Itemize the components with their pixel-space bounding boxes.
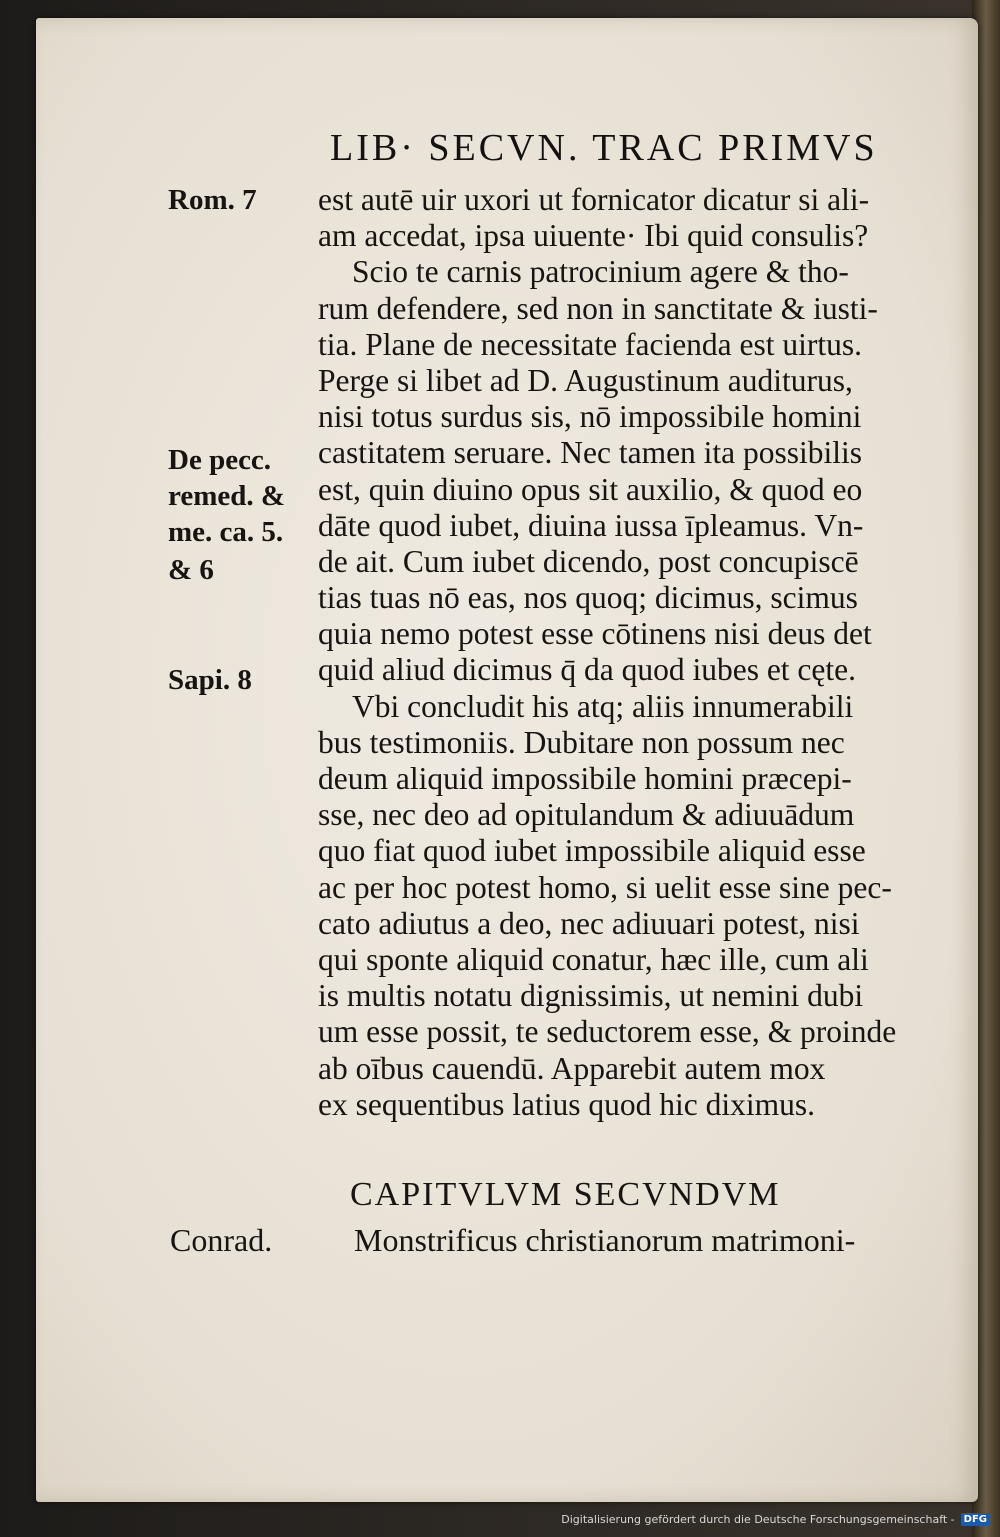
- text-line: is multis notatu dignissimis, ut nemini dubi: [318, 978, 864, 1014]
- text-line: quid aliud dicimus q̄ da quod iubes et cęte.: [318, 652, 857, 688]
- text-line: deum aliquid impossibile homini præcepi-: [318, 761, 852, 796]
- chapter-first-line: Monstrificus christianorum matrimoni-: [354, 1222, 856, 1258]
- margin-note-de-pecc-1: De pecc.: [168, 444, 272, 476]
- text-line: est, quin diuino opus sit auxilio, & quod eo: [318, 471, 863, 507]
- text-line: dāte quod iubet, diuina iussa īpleamus. Vn-: [318, 507, 864, 543]
- text-line: est autē uir uxori ut fornicator dicatur si ali-: [318, 182, 870, 217]
- text-line: tia. Plane de necessitate facienda est uirtus.: [318, 326, 863, 362]
- text-line: Perge si libet ad D. Augustinum auditurus,: [318, 362, 853, 398]
- text-line: ac per hoc potest homo, si uelit esse sine pec-: [318, 869, 892, 905]
- text-line: quo fiat quod iubet impossibile aliquid esse: [318, 833, 866, 869]
- body-text: [318, 182, 938, 1123]
- text-line: ab oībus cauendū. Apparebit autem mox: [318, 1050, 826, 1086]
- dfg-logo-icon: DFG: [961, 1513, 990, 1526]
- text-line: am accedat, ipsa uiuente· Ibi quid consulis?: [318, 218, 869, 254]
- text-line: castitatem seruare. Nec tamen ita possibilis: [318, 435, 863, 471]
- text-line: cato adiutus a deo, nec adiuuari potest, nisi: [318, 905, 860, 941]
- chapter-heading: CAPITVLVM SECVNDVM: [350, 1176, 781, 1213]
- text-line: tias tuas nō eas, nos quoq; dicimus, scimus: [318, 580, 858, 616]
- margin-note-conrad: Conrad.: [170, 1222, 273, 1258]
- text-line: de ait. Cum iubet dicendo, post concupiscē: [318, 543, 859, 579]
- text-line: bus testimoniis. Dubitare non possum nec: [318, 724, 845, 760]
- digitization-footer: [561, 1509, 990, 1529]
- margin-note-de-pecc-2: remed. &: [168, 480, 286, 512]
- margin-note-sapi: Sapi. 8: [168, 664, 252, 696]
- running-header: LIB· SECVN. TRAC PRIMVS: [330, 127, 878, 169]
- text-line: ex sequentibus latius quod hic diximus.: [318, 1086, 815, 1122]
- text-line: quia nemo potest esse cōtinens nisi deus det: [318, 616, 872, 652]
- text-line: sse, nec deo ad opitulandum & adiuuādum: [318, 797, 855, 833]
- text-line: um esse possit, te seductorem esse, & proinde: [318, 1014, 897, 1050]
- text-line: Vbi concludit his atq; aliis innumerabili: [352, 688, 854, 724]
- text-line: rum defendere, sed non in sanctitate & iusti-: [318, 290, 878, 326]
- text-line: nisi totus surdus sis, nō impossibile homini: [318, 399, 862, 435]
- margin-note-rom: Rom. 7: [168, 184, 257, 216]
- footer-credit: Digitalisierung gefördert durch die Deutsche Forschungsgemeinschaft -: [561, 1512, 955, 1526]
- margin-note-de-pecc-3: me. ca. 5.: [168, 516, 284, 548]
- text-line: Scio te carnis patrocinium agere & tho-: [352, 254, 849, 290]
- margin-note-de-pecc-4: & 6: [168, 554, 214, 586]
- text-line: qui sponte aliquid conatur, hæc ille, cum ali: [318, 941, 869, 977]
